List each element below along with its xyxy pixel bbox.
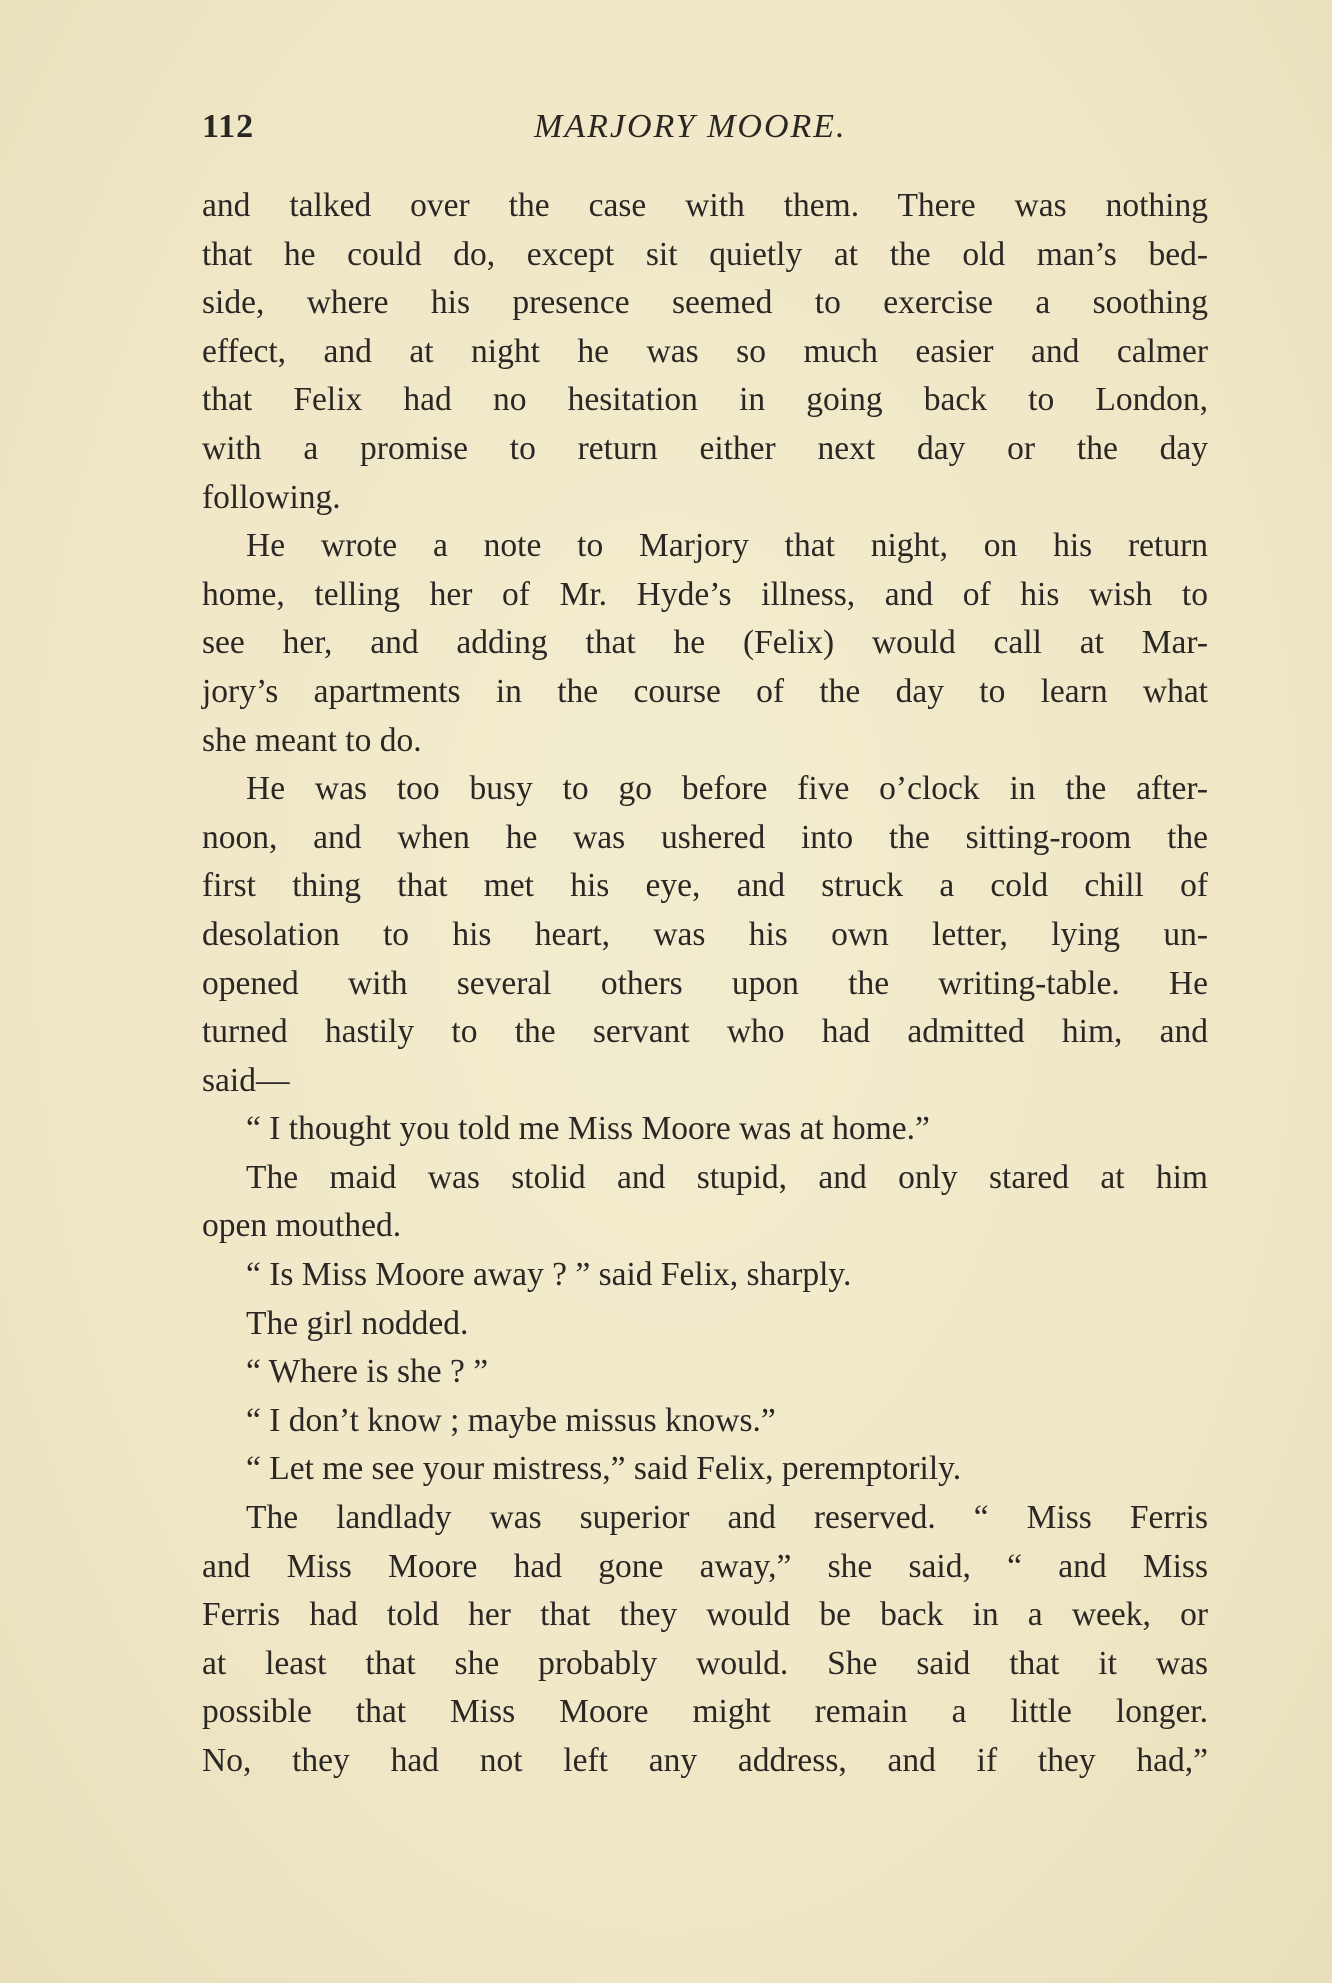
text-line: jory’s apartments in the course of the day to learn what (202, 672, 1208, 710)
text-line: The maid was stolid and stupid, and only stared at him (246, 1158, 1208, 1196)
text-line: The girl nodded. (246, 1304, 469, 1342)
text-line: home, telling her of Mr. Hyde’s illness, and of his wish to (202, 575, 1208, 613)
text-line: No, they had not left any address, and if they had,” (202, 1742, 1208, 1779)
text-line: at least that she probably would. She said that it was (202, 1644, 1208, 1682)
text-line: “ Where is she ? ” (246, 1353, 489, 1391)
page-number: 112 (202, 108, 255, 145)
text-line: turned hastily to the servant who had admitted him, and (202, 1013, 1208, 1051)
running-title: MARJORY MOORE. (534, 108, 847, 145)
text-line: that Felix had no hesitation in going back to London, (202, 381, 1208, 419)
text-line: The landlady was superior and reserved. “ Miss Ferris (246, 1499, 1208, 1537)
body-text (202, 182, 1208, 1786)
text-line: noon, and when he was ushered into the sitting-room the (202, 818, 1208, 856)
text-line: “ I don’t know ; maybe missus knows.” (246, 1401, 776, 1439)
text-line: following. (202, 478, 341, 516)
text-line: Ferris had told her that they would be back in a week, or (202, 1596, 1208, 1634)
text-line: side, where his presence seemed to exercise a soothing (202, 284, 1208, 322)
text-line: and Miss Moore had gone away,” she said, “ and Miss (202, 1547, 1208, 1585)
text-line: desolation to his heart, was his own letter, lying un- (202, 915, 1208, 953)
text-line: “ Let me see your mistress,” said Felix, peremptorily. (246, 1450, 962, 1488)
text-line: He wrote a note to Marjory that night, on his return (246, 527, 1208, 565)
text-line: “ I thought you told me Miss Moore was at home.” (246, 1110, 930, 1148)
text-line: first thing that met his eye, and struck a cold chill of (202, 867, 1208, 905)
text-line: said— (202, 1061, 290, 1099)
text-line: effect, and at night he was so much easier and calmer (202, 332, 1208, 370)
text-line: He was too busy to go before five o’clock in the after- (246, 770, 1208, 808)
text-line: with a promise to return either next day or the day (202, 429, 1208, 467)
text-line: opened with several others upon the writing-table. He (202, 964, 1208, 1002)
text-line: open mouthed. (202, 1207, 402, 1245)
text-line: and talked over the case with them. There was nothing (202, 187, 1208, 224)
text-line: possible that Miss Moore might remain a little longer. (202, 1693, 1208, 1731)
text-line: “ Is Miss Moore away ? ” said Felix, sharply. (246, 1256, 852, 1294)
text-line: she meant to do. (202, 721, 422, 759)
text-line: that he could do, except sit quietly at the old man’s bed- (202, 235, 1208, 273)
text-line: see her, and adding that he (Felix) would call at Mar- (202, 624, 1208, 662)
page-header (202, 108, 1202, 158)
